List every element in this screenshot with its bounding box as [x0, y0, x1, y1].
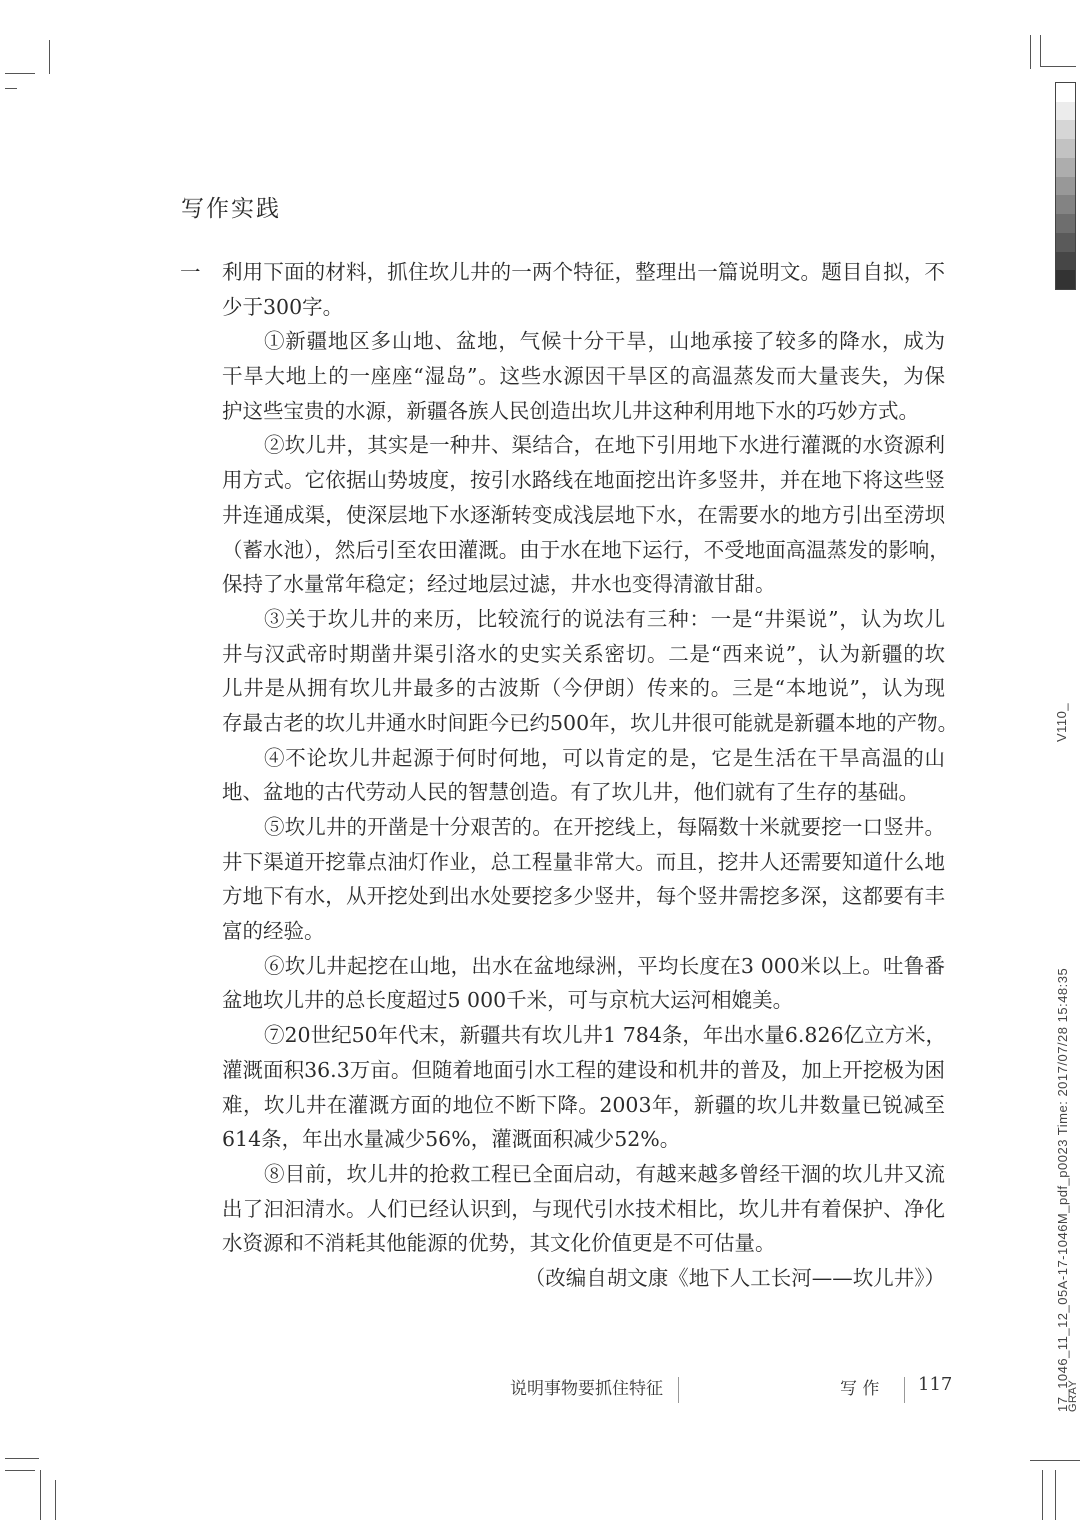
paragraph-line: 护这些宝贵的水源，新疆各族人民创造出坎儿井这种利用地下水的巧妙方式。	[222, 398, 919, 423]
crop-mark	[5, 88, 17, 89]
footer-chapter: 说明事物要抓住特征	[510, 1379, 663, 1399]
paragraph-line: ⑦20世纪50年代末，新疆共有坎儿井1 784条，年出水量6.826亿立方米，	[264, 1023, 947, 1048]
paragraph-line: 出了汩汩清水。人们已经认识到，与现代引水技术相比，坎儿井有着保护、净化	[222, 1196, 945, 1221]
paragraph-line: 难，坎儿井在灌溉方面的地位不断下降。2003年，新疆的坎儿井数量已锐减至	[222, 1092, 945, 1117]
crop-mark	[1040, 66, 1076, 67]
paragraph-line: 保持了水量常年稳定；经过地层过滤，井水也变得清澈甘甜。	[222, 572, 776, 597]
paragraph-line: 盆地坎儿井的总长度超过5 000千米，可与京杭大运河相媲美。	[222, 988, 794, 1013]
paragraph-line: 儿井是从拥有坎儿井最多的古波斯（今伊朗）传来的。三是“本地说”，认为现	[222, 676, 945, 701]
paragraph-line: 井下渠道开挖靠点油灯作业，总工程量非常大。而且，挖井人还需要知道什么地	[222, 849, 945, 874]
crop-mark	[49, 40, 50, 74]
exercise-number: 一	[180, 260, 201, 284]
print-job-info: 17_1046_11_12_05A-17-1046M_pdf_p0023 Time: 2017/07/28 15:48:35	[1055, 967, 1070, 1412]
crop-mark	[1030, 35, 1031, 69]
gray-scale-step	[1056, 252, 1075, 271]
paragraph-line: ④不论坎儿井起源于何时何地，可以肯定的是，它是生活在干旱高温的山	[264, 745, 945, 770]
gray-scale-bar	[1055, 82, 1076, 290]
print-version-mark: V110_	[1054, 702, 1069, 742]
crop-mark	[1030, 1460, 1080, 1461]
paragraph-line: 井连通成渠，使深层地下水逐渐转变成浅层地下水，在需要水的地方引出至涝坝	[222, 502, 945, 527]
paragraph-line: ②坎儿井，其实是一种井、渠结合，在地下引用地下水进行灌溉的水资源利	[264, 433, 945, 458]
gray-scale-step	[1056, 195, 1075, 214]
paragraph-line: 干旱大地上的一座座“湿岛”。这些水源因干旱区的高温蒸发而大量丧失，为保	[222, 364, 945, 389]
gray-scale-step	[1056, 270, 1075, 289]
gray-scale-step	[1056, 214, 1075, 233]
paragraph-line: （蓄水池），然后引至农田灌溉。由于水在地下运行，不受地面高温蒸发的影响，	[222, 537, 950, 562]
crop-mark	[40, 1470, 41, 1520]
gray-scale-step	[1056, 177, 1075, 196]
section-title: 写作实践	[181, 196, 281, 222]
paragraph-line: 存最古老的坎儿井通水时间距今已约500年，坎儿井很可能就是新疆本地的产物。	[222, 710, 959, 735]
material-paragraphs	[180, 324, 959, 1261]
footer-divider	[678, 1377, 679, 1403]
gray-scale-step	[1056, 158, 1075, 177]
crop-mark	[1040, 35, 1041, 67]
citation: （改编自胡文康《地下人工长河——坎儿井》）	[524, 1265, 945, 1290]
paragraph-line: ①新疆地区多山地、盆地，气候十分干旱，山地承接了较多的降水，成为	[264, 329, 945, 354]
paragraph-line: 地、盆地的古代劳动人民的智慧创造。有了坎儿井，他们就有了生存的基础。	[222, 780, 919, 805]
gray-scale-step	[1056, 233, 1075, 252]
crop-mark	[5, 1458, 39, 1459]
footer-divider	[904, 1377, 905, 1403]
paragraph-line: ⑥坎儿井起挖在山地，出水在盆地绿洲，平均长度在3 000米以上。吐鲁番	[264, 953, 945, 978]
exercise-body	[180, 255, 959, 1296]
paragraph-line: ③关于坎儿井的来历，比较流行的说法有三种：一是“井渠说”，认为坎儿	[264, 606, 945, 631]
paragraph-line: 井与汉武帝时期凿井渠引洛水的史实关系密切。二是“西来说”，认为新疆的坎	[222, 641, 945, 666]
paragraph-line: 灌溉面积36.3万亩。但随着地面引水工程的建设和机井的普及，加上开挖极为困	[222, 1057, 945, 1082]
paragraph-line: ⑧目前，坎儿井的抢救工程已全面启动，有越来越多曾经干涸的坎儿井又流	[264, 1161, 945, 1186]
paragraph-line: 富的经验。	[222, 919, 325, 944]
paragraph-line: 方地下有水，从开挖处到出水处要挖多少竖井，每个竖井需挖多深，这都要有丰	[222, 884, 945, 909]
crop-mark	[55, 1480, 56, 1520]
crop-mark	[5, 73, 35, 74]
exercise-prompt-line: 一 利用下面的材料，抓住坎儿井的一两个特征，整理出一篇说明文。题目自拟，不	[180, 255, 945, 290]
crop-mark	[1055, 1470, 1056, 1520]
paragraph-line: 水资源和不消耗其他能源的优势，其文化价值更是不可估量。	[222, 1231, 776, 1256]
gray-scale-step	[1056, 139, 1075, 158]
gray-scale-step	[1056, 83, 1075, 102]
paragraph-line: ⑤坎儿井的开凿是十分艰苦的。在开挖线上，每隔数十米就要挖一口竖井。	[264, 815, 945, 839]
footer-section: 写 作	[840, 1379, 880, 1399]
print-color-mode: GRAY	[1067, 1379, 1079, 1412]
crop-mark	[1042, 1470, 1043, 1520]
gray-scale-step	[1056, 102, 1075, 121]
paragraph-line: 614条，年出水量减少56%，灌溉面积减少52%。	[222, 1127, 681, 1152]
exercise-prompt-line: 少于300字。	[222, 294, 344, 319]
paragraph-line: 用方式。它依据山势坡度，按引水路线在地面挖出许多竖井，并在地下将这些竖	[222, 468, 945, 493]
crop-mark	[5, 1470, 35, 1471]
gray-scale-step	[1056, 120, 1075, 139]
page-number: 117	[918, 1374, 953, 1395]
